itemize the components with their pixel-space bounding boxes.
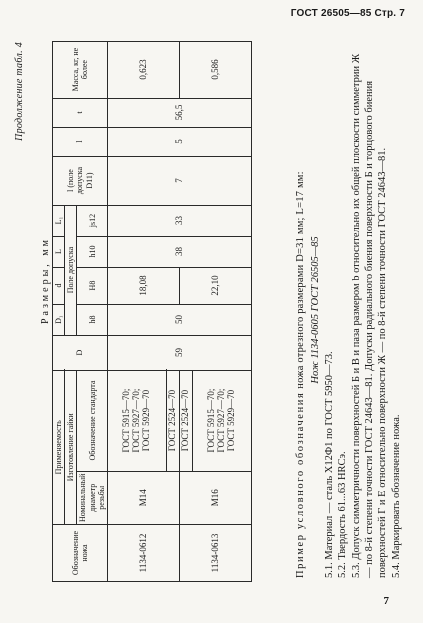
col-l: l [53,127,108,156]
col-D: D [53,335,108,370]
cell-nominal: М16 [179,471,251,524]
col-nominal-diameter: Номинальный диаметр резьбы [77,471,108,524]
cell-t: 56,5 [107,98,251,127]
col-std-designation: Обозначение стандарта [77,370,108,471]
cell-standards-a: ГОСТ 2524—70 [166,370,179,471]
cell-standards-b: ГОСТ 5915—70; ГОСТ 5927—70; ГОСТ 5929—70 [192,370,251,471]
cell-l: 5 [107,127,251,156]
cell-mass: 0,623 [107,41,179,98]
cell-L1: 33 [107,205,251,236]
group-nut: Изготовление гайки [65,370,77,524]
col-t: t [53,98,108,127]
col-L: L [53,236,65,267]
col-mass: Масса, кг, не более [53,41,108,98]
cell-designation: 1134-0612 [107,525,179,582]
tol-D1: h8 [77,304,108,335]
col-L1: L₁ [53,205,65,236]
rotated-page-content [12,38,412,598]
cell-d: 18,08 [107,267,179,304]
knife-designation: Нож 1134-0605 ГОСТ 26505—85 [310,236,322,384]
cell-standards-a: ГОСТ 2524—70 [179,370,192,471]
cell-mass: 0,586 [179,41,251,98]
page-number: 7 [383,595,389,607]
tol-group: Поле допуска [65,205,77,335]
page-header: ГОСТ 26505—85 Стр. 7 [290,8,405,19]
cell-standards-b: ГОСТ 5915—70; ГОСТ 5927—70; ГОСТ 5929—70 [107,370,166,471]
col-D1: D₁ [53,304,65,335]
cell-nominal: М14 [107,471,179,524]
col-l-tol: l (поле допуска D11) [53,156,108,205]
col-applicability: Применяемость [54,420,63,475]
spec-table [52,41,252,582]
requirement-item: 5.2. Твердость 61...63 HRCэ. [337,451,349,578]
cell-l-tol: 7 [107,156,251,205]
example-line [294,42,307,578]
cell-L: 38 [107,236,251,267]
body-text [294,42,403,578]
requirement-item: 5.1. Материал — сталь Х12Ф1 по ГОСТ 5950—73. [323,351,335,578]
cell-D: 59 [107,335,251,370]
cell-d: 22,10 [179,267,251,304]
col-designation: Обозначение ножа [53,525,108,582]
tol-L: h10 [77,236,108,267]
cell-designation: 1134-0613 [179,525,251,582]
requirement-item: 5.3. Допуск симметричности поверхностей Б и В и паза размером b относительно их общей плоскости симметрии Ж — по 8-й степени точности ГОСТ 24643—81. Допуски радиального биения поверхности Б и торцового биения поверхностей Г и Е относительно поверхности Ж — по 8-й степени точности ГОСТ 24643—81. [350,53,389,578]
example-lead: Пример условного обозначения [295,391,306,578]
cell-D1: 50 [107,304,251,335]
requirement-item: 5.4. Маркировать обозначение ножа. [390,414,402,578]
sizes-label: Размеры, мм [40,237,51,324]
group-applicability [53,370,65,524]
table-row [107,41,166,581]
tol-d: H8 [77,267,108,304]
col-d: d [53,267,65,304]
table-caption: Продолжение табл. 4 [14,42,25,141]
tol-L1: js12 [77,205,108,236]
example-rest: ножа отрезного размерами D=31 мм; L=17 мм: [295,171,306,389]
